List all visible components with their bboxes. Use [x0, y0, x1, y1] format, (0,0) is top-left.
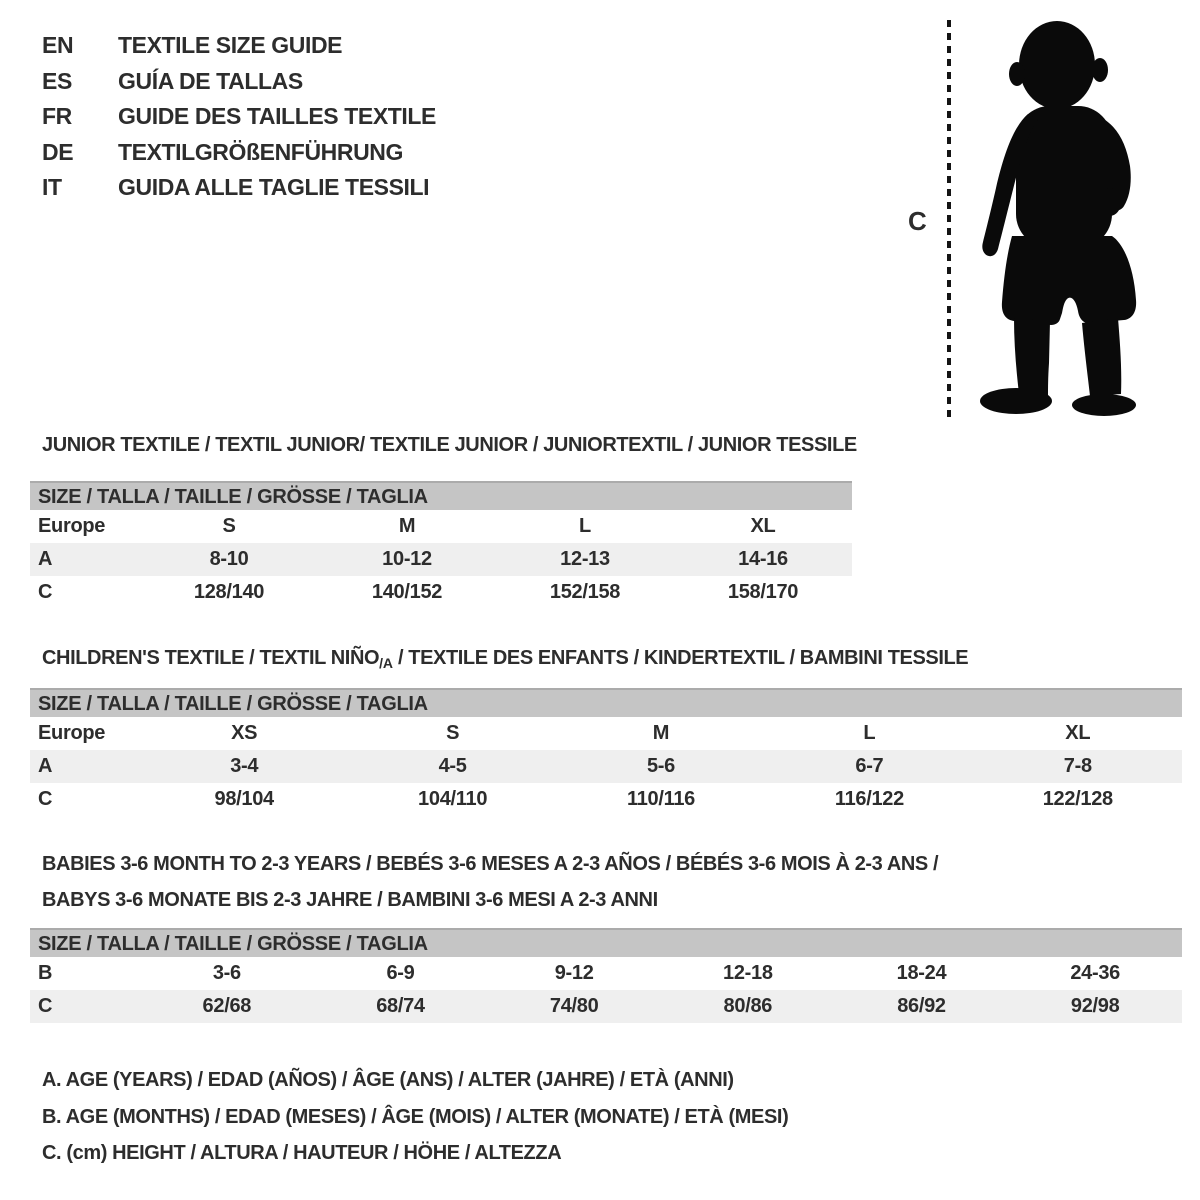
row-label: C	[38, 581, 53, 603]
size-cell: L	[863, 722, 876, 744]
row-label: A	[38, 548, 53, 570]
language-code: IT	[42, 174, 62, 201]
height-dashed-line	[947, 20, 951, 418]
age-cell: 8-10	[209, 548, 249, 570]
age-cell: 12-13	[560, 548, 610, 570]
age-cell: 6-9	[386, 962, 415, 984]
size-header-band: SIZE / TALLA / TAILLE / GRÖSSE / TAGLIA	[30, 688, 1182, 717]
height-cell: 86/92	[897, 995, 946, 1017]
language-row	[42, 135, 436, 171]
size-cell: L	[579, 515, 591, 537]
age-cell: 3-6	[212, 962, 241, 984]
children-title-prefix: CHILDREN'S TEXTILE / TEXTIL NIÑO	[42, 647, 380, 669]
height-cell: 158/170	[727, 581, 799, 603]
height-cell: 116/122	[834, 788, 904, 810]
row-label: C	[38, 995, 53, 1017]
guide-title: GUIDA ALLE TAGLIE TESSILI	[118, 174, 430, 201]
height-cell: 62/68	[202, 995, 252, 1017]
children-size-table	[30, 688, 1182, 816]
age-cell: 24-36	[1070, 962, 1120, 984]
babies-size-table	[30, 928, 1182, 1023]
language-row	[42, 99, 436, 135]
age-cell: 14-16	[738, 548, 788, 570]
children-row-a	[30, 750, 1182, 783]
legend-line-b: B. AGE (MONTHS) / EDAD (MESES) / ÂGE (MOIS) / ALTER (MONATE) / ETÀ (MESI)	[42, 1105, 789, 1128]
language-code: DE	[42, 138, 74, 165]
row-label: Europe	[38, 722, 106, 744]
guide-title: TEXTILE SIZE GUIDE	[118, 32, 343, 59]
babies-section-title-line1: BABIES 3-6 MONTH TO 2-3 YEARS / BEBÉS 3-6 MESES A 2-3 AÑOS / BÉBÉS 3-6 MOIS À 2-3 ANS /	[42, 853, 939, 875]
babies-section-title-line2: BABYS 3-6 MONATE BIS 2-3 JAHRE / BAMBINI 3-6 MESI A 2-3 ANNI	[42, 889, 658, 911]
height-cell: 104/110	[418, 788, 488, 810]
language-title-list	[42, 28, 436, 206]
height-cell: 110/116	[626, 788, 695, 810]
height-cell: 98/104	[214, 788, 274, 810]
height-cell: 80/86	[723, 995, 773, 1017]
junior-section-title: JUNIOR TEXTILE / TEXTIL JUNIOR/ TEXTILE JUNIOR / JUNIORTEXTIL / JUNIOR TESSILE	[42, 434, 857, 456]
row-label: B	[38, 962, 53, 984]
age-cell: 6-7	[855, 755, 884, 777]
children-title-subscript: /A	[379, 655, 393, 671]
height-measure-label: C	[908, 206, 927, 236]
size-cell: S	[222, 515, 236, 537]
children-section-title	[42, 646, 968, 675]
row-label: C	[38, 788, 53, 810]
age-cell: 7-8	[1063, 755, 1092, 777]
language-code: EN	[42, 32, 74, 59]
age-cell: 18-24	[896, 962, 947, 984]
junior-row-a	[30, 543, 852, 576]
height-cell: 92/98	[1070, 995, 1120, 1017]
size-cell: S	[446, 722, 460, 744]
language-row	[42, 28, 436, 64]
row-label: Europe	[38, 515, 106, 537]
size-header-band: SIZE / TALLA / TAILLE / GRÖSSE / TAGLIA	[30, 481, 852, 510]
children-row-europe	[30, 717, 1182, 750]
size-cell: XL	[750, 515, 776, 537]
age-cell: 5-6	[646, 755, 675, 777]
size-header-band: SIZE / TALLA / TAILLE / GRÖSSE / TAGLIA	[30, 928, 1182, 957]
size-cell: M	[398, 515, 416, 537]
height-cell: 128/140	[193, 581, 265, 603]
height-cell: 68/74	[376, 995, 425, 1017]
language-row	[42, 170, 436, 206]
language-code: ES	[42, 67, 72, 94]
toddler-silhouette-icon	[964, 18, 1140, 418]
guide-title: TEXTILGRÖßENFÜHRUNG	[118, 138, 403, 165]
measure-legend	[42, 1062, 788, 1172]
size-cell: XS	[231, 722, 258, 744]
size-cell: M	[652, 722, 670, 744]
age-cell: 4-5	[438, 755, 467, 777]
junior-row-europe	[30, 510, 852, 543]
legend-line-c: C. (cm) HEIGHT / ALTURA / HAUTEUR / HÖHE / ALTEZZA	[42, 1142, 562, 1164]
junior-size-table	[30, 481, 852, 609]
age-cell: 3-4	[230, 755, 259, 777]
children-title-suffix: / TEXTILE DES ENFANTS / KINDERTEXTIL / BAMBINI TESSILE	[392, 647, 969, 669]
language-code: FR	[42, 103, 72, 130]
junior-row-c	[30, 576, 852, 609]
height-cell: 122/128	[1042, 788, 1113, 810]
legend-line-a: A. AGE (YEARS) / EDAD (AÑOS) / ÂGE (ANS) / ALTER (JAHRE) / ETÀ (ANNI)	[42, 1069, 734, 1091]
language-row	[42, 64, 436, 100]
height-cell: 74/80	[549, 995, 599, 1017]
guide-title: GUIDE DES TAILLES TEXTILE	[118, 103, 436, 130]
height-cell: 140/152	[371, 581, 443, 603]
babies-row-b	[30, 957, 1182, 990]
children-row-c	[30, 783, 1182, 816]
size-cell: XL	[1065, 722, 1091, 744]
age-cell: 10-12	[382, 548, 432, 570]
babies-row-c	[30, 990, 1182, 1023]
height-cell: 152/158	[549, 581, 621, 603]
age-cell: 12-18	[723, 962, 773, 984]
row-label: A	[38, 755, 53, 777]
guide-title: GUÍA DE TALLAS	[118, 67, 303, 94]
age-cell: 9-12	[554, 962, 594, 984]
toddler-silhouette-shape	[980, 21, 1136, 416]
